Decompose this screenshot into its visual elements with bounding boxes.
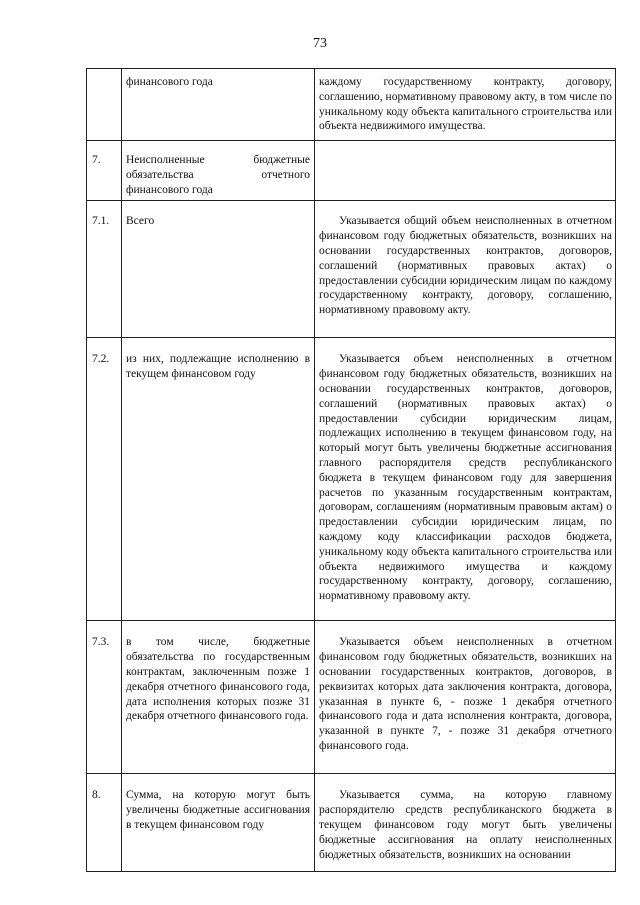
row-name: Сумма, на которую могут быть увеличены бюджетные ассигнования в текущем финансовом году [122, 774, 315, 872]
row-description: Указывается общий объем неисполненных в отчетном финансовом году бюджетных обязательств, возникших на основании государственных контрактов, договоров, соглашений (нормативных правовых актах) о предоставлении субсидии юридическим лицам по каждому государственному контракту, договору, соглашению, нормативному правовому акту. [315, 201, 616, 338]
row-name: финансового года [122, 69, 315, 141]
row-number: 7.2. [87, 338, 122, 621]
row-number: 7.1. [87, 201, 122, 338]
row-description: каждому государственному контракту, договору, соглашению, нормативному правовому акту, в том числе по уникальному коду объекта капитального строительства или объекта недвижимого имущества. [315, 69, 616, 141]
table-row [87, 338, 616, 621]
table-row [87, 141, 616, 201]
table-row [87, 621, 616, 774]
row-name: Неисполненные бюджетные обязательства отчетного финансового года [122, 141, 315, 201]
page-number: 73 [313, 36, 327, 51]
instructions-table [86, 68, 616, 872]
table-row [87, 774, 616, 872]
row-description: Указывается сумма, на которую главному распорядителю средств республиканского бюджета в текущем финансовом году могут быть увеличены бюджетные ассигнования на оплату неисполненных бюджетных обязательств, возникших на основании [315, 774, 616, 872]
row-name: из них, подлежащие исполнению в текущем финансовом году [122, 338, 315, 621]
row-description: Указывается объем неисполненных в отчетном финансовом году бюджетных обязательств, возникших на основании государственных контрактов, договоров, соглашений (нормативных правовых актах) о предоставлении субсидии юридическим лицам, подлежащих исполнению в текущем финансовом году, на который могут быть увеличены бюджетные ассигнования главного распорядителя средств республиканского бюджета в текущем финансовом году для завершения расчетов по указанным государственным контрактам, договорам, соглашениям (нормативным правовым актам) о предоставлении субсидии юридическим лицам, по каждому коду классификации расходов бюджета, уникальному коду объекта капитального строительства или объекта недвижимого имущества и каждому государственному контракту, договору, соглашению, нормативному правовому акту. [315, 338, 616, 621]
row-description [315, 141, 616, 201]
row-number: 7.3. [87, 621, 122, 774]
row-number [87, 69, 122, 141]
row-number: 7. [87, 141, 122, 201]
row-description: Указывается объем неисполненных в отчетном финансовом году бюджетных обязательств, возникших на основании государственных контрактов, договоров, в реквизитах которых дата заключения контракта, договора, указанная в пункте 6, - позже 1 декабря отчетного финансового года и дата исполнения контракта, договора, указанной в пункте 7, - позже 31 декабря отчетного финансового года. [315, 621, 616, 774]
row-number: 8. [87, 774, 122, 872]
row-name: Всего [122, 201, 315, 338]
row-name: в том числе, бюджетные обязательства по государственным контрактам, заключенным позже 1 декабря отчетного финансового года, дата исполнения которых позже 31 декабря отчетного финансового года. [122, 621, 315, 774]
table-row [87, 201, 616, 338]
table-row [87, 69, 616, 141]
